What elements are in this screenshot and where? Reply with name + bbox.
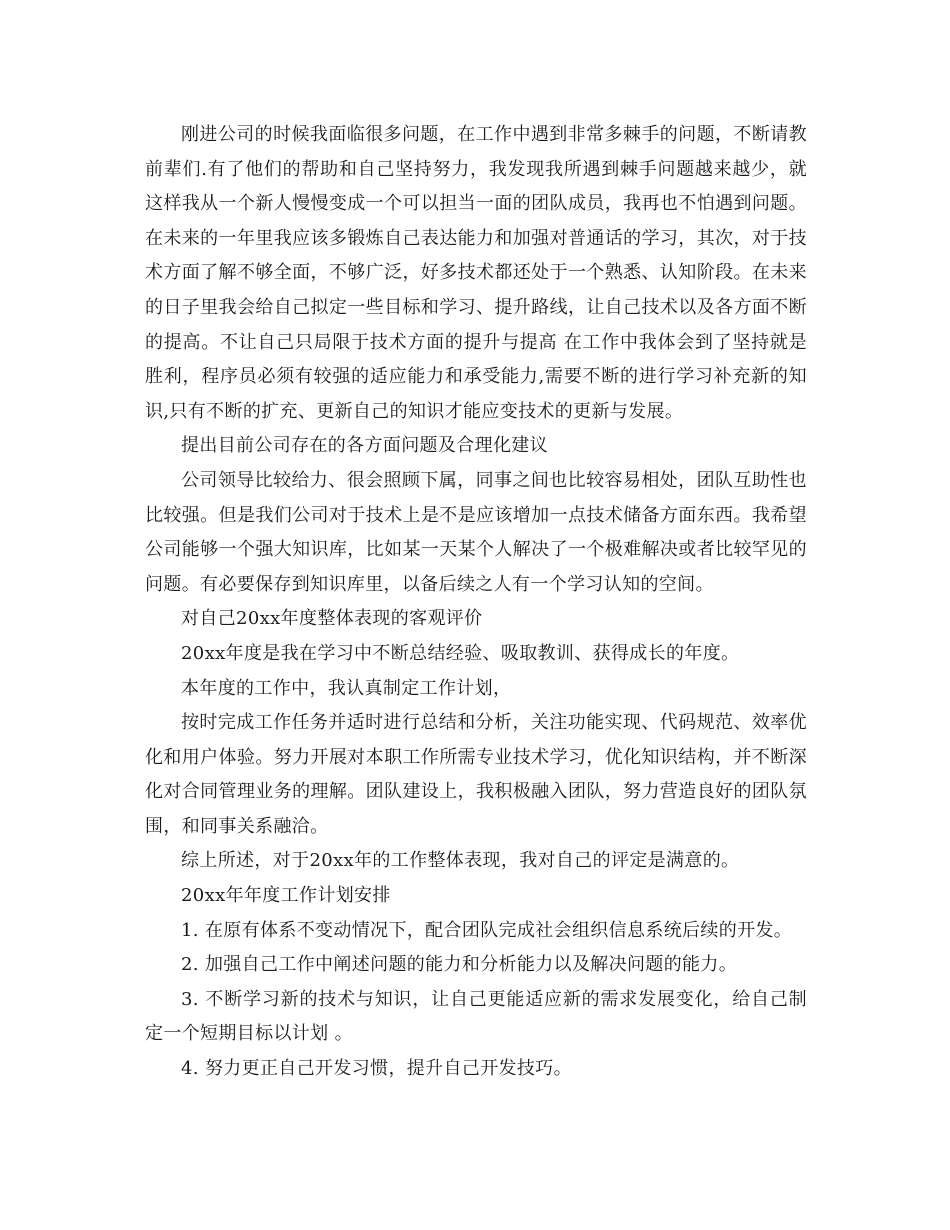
paragraph-work-details: 按时完成工作任务并适时进行总结和分析，关注功能实现、代码规范、效率优化和用户体验。努力开展对本职工作所需专业技术学习，优化知识结构，并不断深化对合同管理业务的理解。团队建设上，我积极融入团队，努力营造良好的团队氛围，和同事关系融洽。 xyxy=(145,712,807,837)
paragraph-suggestions: 公司领导比较给力、很会照顾下属，同事之间也比较容易相处，团队互助性也比较强。但是我们公司对于技术上是不是应该增加一点技术储备方面东西。我希望公司能够一个强大知识库，比如某一天某个人解决了一个极难解决或者比较罕见的问题。有必要保存到知识库里，以备后续之人有一个学习认知的空间。 xyxy=(145,469,807,595)
heading-annual-plan: 20xx年年度工作计划安排 xyxy=(181,885,391,907)
heading-company-suggestions: 提出目前公司存在的各方面问题及合理化建议 xyxy=(181,435,548,457)
list-item-plan-4: 4. 努力更正自己开发习惯，提升自己开发技巧。 xyxy=(181,1058,572,1080)
paragraph-intro: 刚进公司的时候我面临很多问题，在工作中遇到非常多棘手的问题，不断请教前辈们.有了他们的帮助和自己坚持努力，我发现我所遇到棘手问题越来越少，就这样我从一个新人慢慢变成一个可以担当一面的团队成员，我再也不怕遇到问题。在未来的一年里我应该多锻炼自己表达能力和加强对普通话的学习，其次，对于技术方面了解不够全面，不够广泛，好多技术都还处于一个熟悉、认知阶段。在未来的日子里我会给自己拟定一些目标和学习、提升路线，让自己技术以及各方面不断的提高。不让自己只局限于技术方面的提升与提高 在工作中我体会到了坚持就是胜利，程序员必须有较强的适应能力和承受能力,需要不断的进行学习补充新的知识,只有不断的扩充、更新自己的知识才能应变技术的更新与发展。 xyxy=(145,124,807,422)
paragraph-year-summary: 20xx年度是我在学习中不断总结经验、吸取教训、获得成长的年度。 xyxy=(181,642,740,664)
paragraph-work-plan-intro: 本年度的工作中，我认真制定工作计划， xyxy=(181,677,512,699)
heading-self-evaluation: 对自己20xx年度整体表现的客观评价 xyxy=(181,608,483,630)
list-item-plan-3: 3. 不断学习新的技术与知识，让自己更能适应新的需求发展变化，给自己制定一个短期目标以计划 。 xyxy=(145,988,807,1045)
list-item-plan-1: 1. 在原有体系不变动情况下，配合团队完成社会组织信息系统后续的开发。 xyxy=(181,919,793,941)
document-body xyxy=(145,118,807,1087)
paragraph-conclusion: 综上所述，对于20xx年的工作整体表现，我对自己的评定是满意的。 xyxy=(181,850,740,872)
list-item-plan-2: 2. 加强自己工作中阐述问题的能力和分析能力以及解决问题的能力。 xyxy=(181,954,738,976)
